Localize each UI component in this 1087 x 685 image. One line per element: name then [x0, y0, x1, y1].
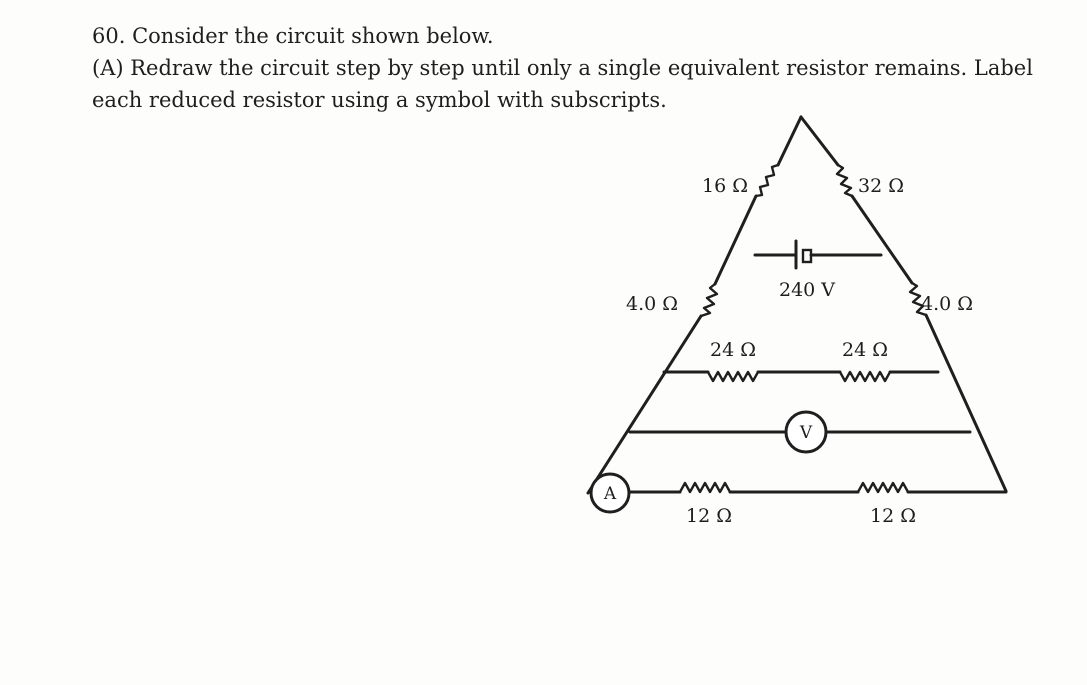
wire-right-upper-a — [801, 117, 838, 165]
resistor-24-ohm-left — [708, 372, 758, 381]
label-16-ohm: 16 Ω — [702, 175, 748, 197]
wire-right-upper-b — [852, 196, 912, 283]
label-32-ohm: 32 Ω — [858, 175, 904, 197]
resistor-32-ohm — [837, 165, 852, 196]
label-4-ohm-right: 4.0 Ω — [921, 293, 974, 315]
resistor-16-ohm — [756, 165, 778, 196]
label-24-ohm-left: 24 Ω — [710, 339, 756, 361]
resistor-12-ohm-right — [858, 483, 908, 492]
wire-left-lower — [588, 316, 701, 493]
label-12-ohm-left: 12 Ω — [686, 505, 732, 527]
wire-left-upper-b — [715, 196, 756, 284]
wire-right-lower — [926, 315, 1006, 491]
label-12-ohm-right: 12 Ω — [870, 505, 916, 527]
label-24-ohm-right: 24 Ω — [842, 339, 888, 361]
voltmeter-label: V — [799, 423, 813, 443]
question-line-1: 60. Consider the circuit shown below. — [92, 24, 494, 48]
resistor-4-ohm-left — [701, 284, 717, 316]
wire-left-upper-a — [778, 117, 801, 165]
resistor-12-ohm-left — [680, 483, 730, 492]
battery-short-plate — [803, 250, 811, 262]
ammeter-label: A — [603, 484, 617, 504]
question-line-3: each reduced resistor using a symbol with subscripts. — [92, 88, 667, 112]
label-battery-voltage: 240 V — [779, 279, 836, 301]
label-4-ohm-left: 4.0 Ω — [626, 293, 679, 315]
question-line-2: (A) Redraw the circuit step by step until only a single equivalent resistor remains. Label — [92, 56, 1033, 80]
resistor-24-ohm-right — [840, 372, 890, 381]
